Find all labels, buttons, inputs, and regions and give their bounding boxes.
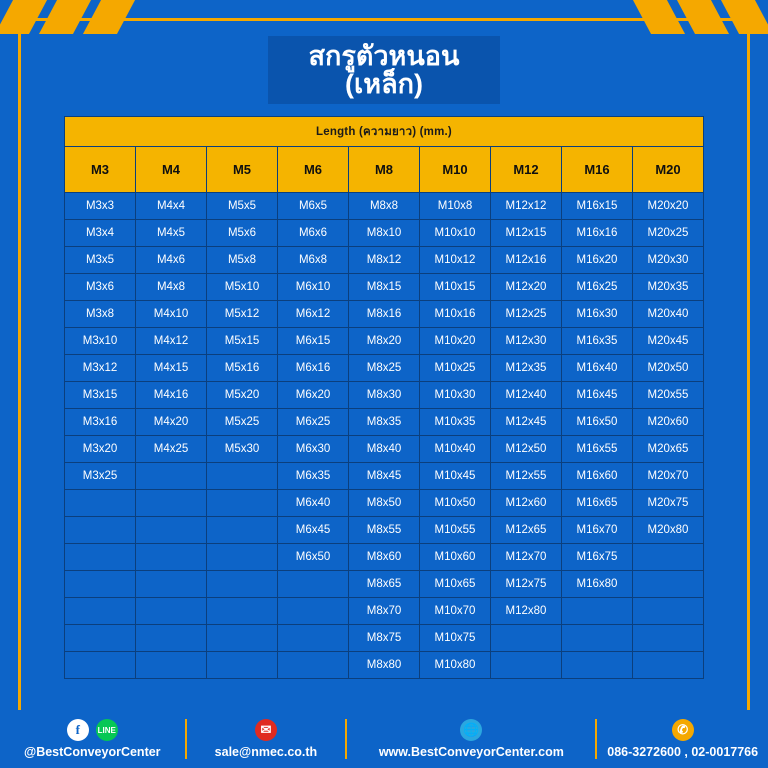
table-cell: M16x20 [562,247,633,274]
table-cell: M12x25 [491,301,562,328]
table-row [65,625,704,652]
table-cell [207,463,278,490]
table-row [65,598,704,625]
table-cell: M20x45 [633,328,704,355]
table-cell: M3x3 [65,193,136,220]
table-cell: M20x55 [633,382,704,409]
table-cell [491,652,562,679]
table-cell: M10x30 [420,382,491,409]
table-cell: M12x40 [491,382,562,409]
table-cell: M4x6 [136,247,207,274]
table-cell: M6x10 [278,274,349,301]
table-cell: M12x65 [491,517,562,544]
table-cell [136,598,207,625]
footer-website-text: www.BestConveyorCenter.com [378,745,564,759]
table-cell: M20x20 [633,193,704,220]
table-cell: M8x20 [349,328,420,355]
table-cell: M6x50 [278,544,349,571]
table-cell: M12x16 [491,247,562,274]
table-cell [136,571,207,598]
table-cell [278,625,349,652]
table-row [65,517,704,544]
table-header-row [65,117,704,147]
table-cell [207,517,278,544]
table-cell: M16x70 [562,517,633,544]
table-cell: M3x6 [65,274,136,301]
table-cell: M16x30 [562,301,633,328]
column-header-m4: M4 [136,147,207,193]
table-cell: M12x20 [491,274,562,301]
table-cell: M6x30 [278,436,349,463]
table-cell: M10x15 [420,274,491,301]
table-cell: M10x60 [420,544,491,571]
table-cell: M12x75 [491,571,562,598]
table-cell [65,544,136,571]
column-header-m16: M16 [562,147,633,193]
table-cell: M12x80 [491,598,562,625]
table-cell: M4x25 [136,436,207,463]
table-cell: M16x45 [562,382,633,409]
table-cell: M5x12 [207,301,278,328]
footer-email-icons [255,719,277,741]
table-cell: M6x45 [278,517,349,544]
table-cell [136,463,207,490]
table-cell: M10x12 [420,247,491,274]
table-cell: M3x8 [65,301,136,328]
table-cell: M16x16 [562,220,633,247]
table-cell [136,517,207,544]
table-cell: M5x8 [207,247,278,274]
table-cell: M4x12 [136,328,207,355]
table-cell: M10x20 [420,328,491,355]
table-cell: M8x35 [349,409,420,436]
table-cell: M5x6 [207,220,278,247]
table-row [65,409,704,436]
table-cell: M5x25 [207,409,278,436]
table-cell: M6x15 [278,328,349,355]
table-cell: M16x40 [562,355,633,382]
column-header-m8: M8 [349,147,420,193]
table-cell: M10x65 [420,571,491,598]
table-cell: M16x55 [562,436,633,463]
table-cell: M12x45 [491,409,562,436]
table-cell: M12x35 [491,355,562,382]
column-header-m12: M12 [491,147,562,193]
table-cell: M16x25 [562,274,633,301]
table-row [65,220,704,247]
table-cell: M4x10 [136,301,207,328]
table-cell [207,625,278,652]
footer-web-icons [460,719,482,741]
table-cell: M3x16 [65,409,136,436]
page-title-line-2: (เหล็ก) [345,69,423,99]
table-cell: M4x15 [136,355,207,382]
table-cell: M20x70 [633,463,704,490]
table-cell: M20x30 [633,247,704,274]
table-cell: M10x45 [420,463,491,490]
table-row [65,247,704,274]
table-cell [278,598,349,625]
table-cell [65,625,136,652]
footer-email-text: sale@nmec.co.th [214,745,318,759]
column-header-m3: M3 [65,147,136,193]
table-cell [65,598,136,625]
footer-phone[interactable] [597,710,768,768]
table-cell: M8x40 [349,436,420,463]
spec-table [64,116,704,679]
table-cell: M10x55 [420,517,491,544]
table-cell: M8x30 [349,382,420,409]
table-cell: M8x75 [349,625,420,652]
table-row [65,382,704,409]
table-cell: M10x80 [420,652,491,679]
table-cell: M10x8 [420,193,491,220]
table-cell: M8x80 [349,652,420,679]
column-header-m6: M6 [278,147,349,193]
table-cell [562,652,633,679]
table-cell [136,544,207,571]
table-cell [633,544,704,571]
table-cell [65,571,136,598]
table-cell [633,652,704,679]
table-row [65,490,704,517]
table-row [65,544,704,571]
table-row [65,355,704,382]
page-title-line-1: สกรูตัวหนอน [308,40,460,71]
table-cell [633,571,704,598]
table-cell: M20x35 [633,274,704,301]
table-cell: M5x10 [207,274,278,301]
table-cell: M12x60 [491,490,562,517]
table-cell: M8x65 [349,571,420,598]
mail-icon[interactable]: ✉ [255,719,277,741]
table-cell: M3x20 [65,436,136,463]
table-cell: M6x16 [278,355,349,382]
table-cell [562,625,633,652]
footer-phone-text: 086-3272600 , 02-0017766 [607,745,759,759]
table-cell: M20x80 [633,517,704,544]
phone-icon[interactable]: ✆ [672,719,694,741]
globe-icon[interactable]: 🌐 [460,719,482,741]
table-cell [65,490,136,517]
table-cell: M20x75 [633,490,704,517]
table-cell [65,517,136,544]
table-cell: M12x70 [491,544,562,571]
table-cell: M10x50 [420,490,491,517]
table-cell: M5x15 [207,328,278,355]
table-cell: M12x55 [491,463,562,490]
table-cell [633,598,704,625]
table-cell: M8x15 [349,274,420,301]
table-cell: M3x12 [65,355,136,382]
footer-website[interactable] [347,710,595,768]
table-cell: M16x80 [562,571,633,598]
column-header-m5: M5 [207,147,278,193]
table-cell: M6x35 [278,463,349,490]
table-cell: M16x75 [562,544,633,571]
column-header-m10: M10 [420,147,491,193]
table-cell: M6x12 [278,301,349,328]
table-cell: M20x40 [633,301,704,328]
footer-phone-icons [672,719,694,741]
table-cell: M8x25 [349,355,420,382]
table-cell [278,571,349,598]
table-row [65,652,704,679]
table-cell [207,598,278,625]
table-cell: M20x60 [633,409,704,436]
table-cell: M12x50 [491,436,562,463]
table-cell: M10x70 [420,598,491,625]
footer-social-icons [67,719,118,741]
table-cell: M10x40 [420,436,491,463]
table-row [65,571,704,598]
facebook-icon[interactable]: f [67,719,89,741]
table-cell: M16x50 [562,409,633,436]
table-cell: M20x25 [633,220,704,247]
table-cell: M6x20 [278,382,349,409]
table-cell: M3x25 [65,463,136,490]
table-row [65,301,704,328]
table-cell: M6x25 [278,409,349,436]
table-row [65,436,704,463]
table-cell: M3x5 [65,247,136,274]
table-length-header: Length (ความยาว) (mm.) [65,117,704,147]
table-cell: M10x10 [420,220,491,247]
table-row [65,193,704,220]
table-cell: M6x5 [278,193,349,220]
table-cell: M8x70 [349,598,420,625]
footer-social[interactable] [0,710,185,768]
table-cell: M12x15 [491,220,562,247]
table-cell: M20x50 [633,355,704,382]
table-cell [207,571,278,598]
table-cell: M3x15 [65,382,136,409]
line-icon[interactable]: LINE [96,719,118,741]
table-column-header-row [65,147,704,193]
table-cell [278,652,349,679]
footer-facebook-handle: @BestConveyorCenter [24,745,161,759]
table-cell: M8x60 [349,544,420,571]
table-cell: M8x50 [349,490,420,517]
table-cell: M4x5 [136,220,207,247]
table-cell [207,490,278,517]
table-cell [65,652,136,679]
table-cell: M5x5 [207,193,278,220]
table-cell: M12x12 [491,193,562,220]
table-cell: M4x8 [136,274,207,301]
table-cell: M20x65 [633,436,704,463]
table-cell: M16x65 [562,490,633,517]
table-cell: M3x10 [65,328,136,355]
table-cell: M8x16 [349,301,420,328]
table-row [65,463,704,490]
table-cell: M8x12 [349,247,420,274]
table-cell: M4x4 [136,193,207,220]
table-cell: M6x40 [278,490,349,517]
table-cell: M8x45 [349,463,420,490]
table-row [65,328,704,355]
table-cell: M10x75 [420,625,491,652]
table-cell: M4x20 [136,409,207,436]
table-cell: M3x4 [65,220,136,247]
table-cell: M16x15 [562,193,633,220]
table-cell [207,652,278,679]
footer-email[interactable] [187,710,346,768]
table-cell: M8x10 [349,220,420,247]
table-cell [136,652,207,679]
table-cell: M5x20 [207,382,278,409]
table-cell [207,544,278,571]
footer-bar [0,710,768,768]
table-cell: M12x30 [491,328,562,355]
table-cell [562,598,633,625]
spec-table-container [64,116,704,679]
table-cell: M5x16 [207,355,278,382]
table-cell: M10x16 [420,301,491,328]
table-cell [136,490,207,517]
column-header-m20: M20 [633,147,704,193]
table-cell [633,625,704,652]
table-cell: M10x35 [420,409,491,436]
table-cell: M16x60 [562,463,633,490]
page-title [268,36,500,104]
table-cell [491,625,562,652]
table-cell: M6x6 [278,220,349,247]
table-cell: M6x8 [278,247,349,274]
table-cell: M5x30 [207,436,278,463]
table-cell: M4x16 [136,382,207,409]
table-cell: M8x8 [349,193,420,220]
table-cell: M8x55 [349,517,420,544]
table-cell: M10x25 [420,355,491,382]
table-cell [136,625,207,652]
table-row [65,274,704,301]
table-cell: M16x35 [562,328,633,355]
